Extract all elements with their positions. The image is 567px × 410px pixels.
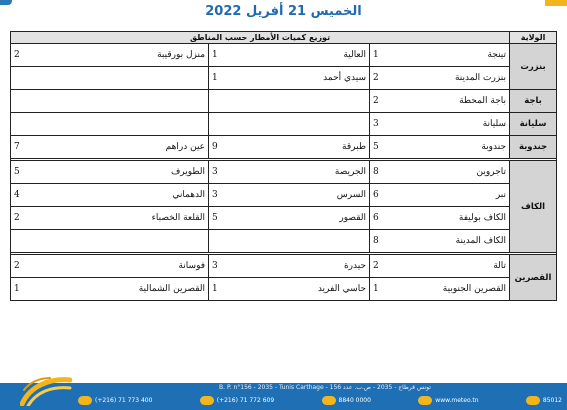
green-number-contact xyxy=(322,396,371,405)
rain-value: 6 xyxy=(370,184,402,207)
station-name: سليانة xyxy=(402,113,510,136)
empty-cell xyxy=(245,90,370,113)
station-name: منزل بورقيبة xyxy=(71,44,209,67)
governorate-cell: بنزرت xyxy=(510,44,557,90)
short-number: 85012 xyxy=(542,397,562,404)
governorate-cell: القصرين xyxy=(510,255,557,301)
station-name: حيدرة xyxy=(245,255,370,278)
rain-value: 4 xyxy=(11,184,71,207)
station-name: طبرقة xyxy=(245,136,370,159)
footer-address: B. P. n°156 - 2035 - Tunis Carthage - تونس قرطاج - 2035 - ص.ب. عدد 156 xyxy=(219,384,431,391)
table-row xyxy=(11,90,557,113)
empty-cell xyxy=(71,230,209,253)
table-row xyxy=(11,136,557,159)
rain-value: 1 xyxy=(209,67,245,90)
station-name: الكاف بوليفة xyxy=(402,207,510,230)
rain-value: 5 xyxy=(11,161,71,184)
rain-value: 3 xyxy=(209,255,245,278)
rain-value: 6 xyxy=(370,207,402,230)
rain-value: 1 xyxy=(370,278,402,301)
header xyxy=(0,0,567,26)
station-name: عين دراهم xyxy=(71,136,209,159)
governorate-cell: الكاف xyxy=(510,161,557,253)
rain-value: 3 xyxy=(209,161,245,184)
meteo-logo-icon xyxy=(20,376,72,406)
station-name: الدهماني xyxy=(71,184,209,207)
empty-cell xyxy=(209,230,245,253)
rain-value: 2 xyxy=(11,44,71,67)
fax-contact xyxy=(200,396,274,405)
station-name: الطويرف xyxy=(71,161,209,184)
rainfall-table xyxy=(10,31,557,301)
station-name: القلعة الخصباء xyxy=(71,207,209,230)
station-name: الكاف المدينة xyxy=(402,230,510,253)
table-header-row xyxy=(11,32,557,44)
station-name: سيدي أحمد xyxy=(245,67,370,90)
empty-cell xyxy=(71,67,209,90)
fax-icon xyxy=(200,396,214,405)
station-name: السرس xyxy=(245,184,370,207)
empty-cell xyxy=(209,113,245,136)
empty-cell xyxy=(209,90,245,113)
rain-value: 9 xyxy=(209,136,245,159)
empty-cell xyxy=(11,230,71,253)
empty-cell xyxy=(245,230,370,253)
rain-value: 2 xyxy=(11,207,71,230)
station-name: بنزرت المدينة xyxy=(402,67,510,90)
governorate-cell: سليانة xyxy=(510,113,557,136)
rain-value: 7 xyxy=(11,136,71,159)
table-row xyxy=(11,184,557,207)
table-row xyxy=(11,161,557,184)
table-row xyxy=(11,207,557,230)
phone-number: (+216) 71 773 400 xyxy=(95,397,153,404)
sms-icon xyxy=(526,396,540,405)
phone-free-icon xyxy=(322,396,336,405)
phone-contact xyxy=(78,396,152,405)
date-title: الخميس 21 أفريل 2022 xyxy=(205,4,362,19)
governorate-cell: جندوبة xyxy=(510,136,557,159)
table-row xyxy=(11,113,557,136)
station-name: تالة xyxy=(402,255,510,278)
website-link[interactable]: www.meteo.tn xyxy=(435,397,479,404)
empty-cell xyxy=(11,113,71,136)
station-name: فوسانة xyxy=(71,255,209,278)
footer-contacts xyxy=(78,396,562,405)
rain-value: 1 xyxy=(209,44,245,67)
station-name: باجة المحطة xyxy=(402,90,510,113)
rain-value: 3 xyxy=(370,113,402,136)
station-name: الجريصة xyxy=(245,161,370,184)
station-name: القصرين الشمالية xyxy=(71,278,209,301)
rain-value: 5 xyxy=(370,136,402,159)
footer xyxy=(0,374,567,410)
rain-value: 8 xyxy=(370,161,402,184)
rain-value: 2 xyxy=(370,90,402,113)
station-name: القصرين الجنوبية xyxy=(402,278,510,301)
governorate-header: الولاية xyxy=(510,32,557,44)
rain-value: 1 xyxy=(11,278,71,301)
rain-value: 1 xyxy=(370,44,402,67)
governorate-cell: باجة xyxy=(510,90,557,113)
short-number-contact xyxy=(526,396,562,405)
empty-cell xyxy=(11,90,71,113)
empty-cell xyxy=(71,90,209,113)
website-contact[interactable] xyxy=(418,396,478,405)
empty-cell xyxy=(71,113,209,136)
rain-value: 2 xyxy=(370,67,402,90)
green-number: 8840 0000 xyxy=(338,397,371,404)
station-name: العالية xyxy=(245,44,370,67)
station-name: القصور xyxy=(245,207,370,230)
rain-value: 3 xyxy=(209,184,245,207)
table-row xyxy=(11,278,557,301)
rain-value: 8 xyxy=(370,230,402,253)
distribution-header: توزيع كميات الأمطار حسب المناطق xyxy=(11,32,510,44)
station-name: تينجة xyxy=(402,44,510,67)
rain-value: 2 xyxy=(11,255,71,278)
table-row xyxy=(11,230,557,253)
station-name: تاجروين xyxy=(402,161,510,184)
empty-cell xyxy=(11,67,71,90)
rain-value: 2 xyxy=(370,255,402,278)
station-name: نبر xyxy=(402,184,510,207)
globe-icon xyxy=(418,396,432,405)
rain-value: 1 xyxy=(209,278,245,301)
fax-number: (+216) 71 772 609 xyxy=(216,397,275,404)
empty-cell xyxy=(245,113,370,136)
rain-value: 5 xyxy=(209,207,245,230)
phone-icon xyxy=(78,396,92,405)
table-row xyxy=(11,255,557,278)
table-row xyxy=(11,44,557,67)
station-name: حاسي الفريد xyxy=(245,278,370,301)
station-name: جندوبة xyxy=(402,136,510,159)
table-row xyxy=(11,67,557,90)
